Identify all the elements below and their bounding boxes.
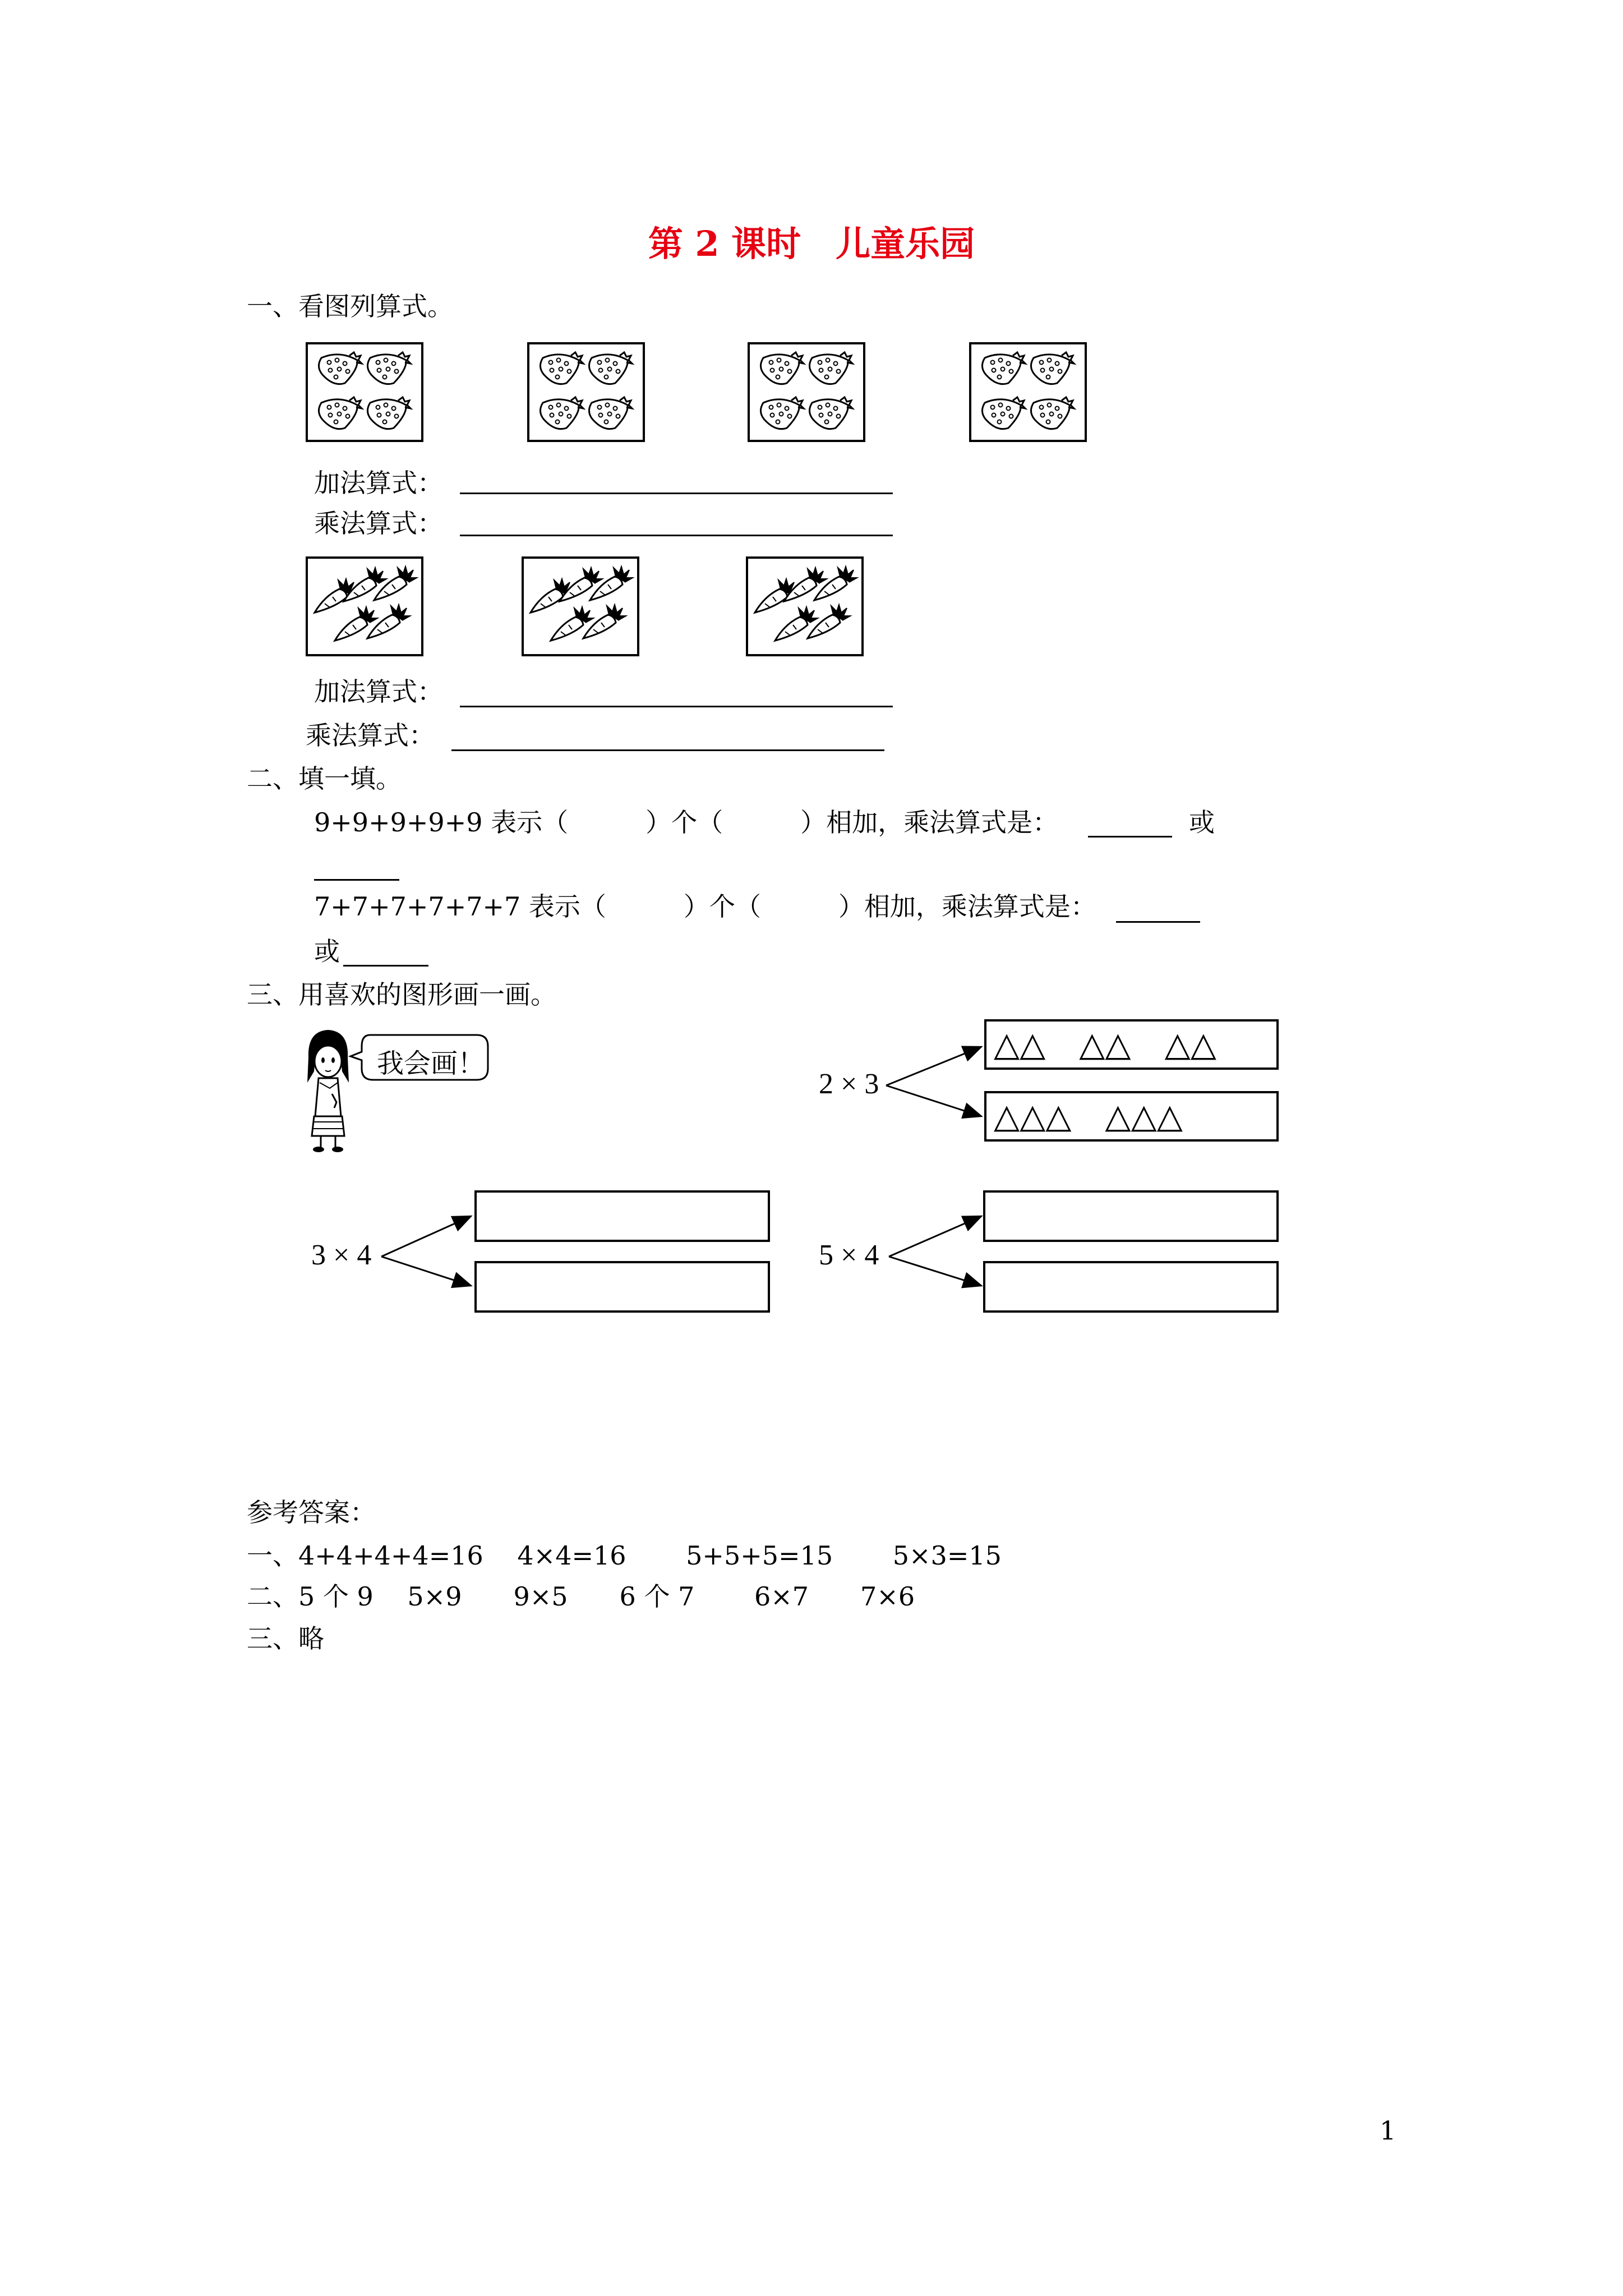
row1-add-label: 加法算式： bbox=[314, 468, 443, 498]
fill-line2-blank-b[interactable] bbox=[343, 965, 428, 967]
draw-box-5x4-2[interactable] bbox=[983, 1261, 1279, 1313]
example-row2: △△△ △△△ bbox=[994, 1097, 1183, 1136]
page-number: 1 bbox=[1380, 2115, 1396, 2146]
section2-heading: 二、填一填。 bbox=[247, 763, 402, 794]
fill-line1-or: 或 bbox=[1189, 807, 1215, 838]
carrot-box-2 bbox=[522, 556, 639, 656]
answers-line1: 一、4+4+4+4=16 4×4=16 5+5+5=15 5×3=15 bbox=[247, 1540, 1002, 1571]
fill-line2-blank-a[interactable] bbox=[1116, 921, 1200, 923]
expr-5x4: 5 × 4 bbox=[819, 1239, 879, 1271]
fill-line1-text: 9+9+9+9+9 表示（ ）个（ ）相加，乘法算式是： bbox=[314, 807, 1059, 838]
row2-add-answer-line[interactable] bbox=[460, 706, 893, 707]
section1-heading: 一、看图列算式。 bbox=[247, 291, 453, 321]
page-title: 第 2 课时 儿童乐园 bbox=[648, 223, 975, 264]
draw-box-5x4-1[interactable] bbox=[983, 1190, 1279, 1242]
section3-heading: 三、用喜欢的图形画一画。 bbox=[247, 979, 556, 1010]
row2-mul-label: 乘法算式： bbox=[306, 720, 435, 751]
carrot-box-3 bbox=[746, 556, 864, 656]
row1-add-answer-line[interactable] bbox=[460, 493, 893, 494]
example-row1: △△ △△ △△ bbox=[994, 1025, 1216, 1064]
row2-mul-answer-line[interactable] bbox=[451, 749, 884, 751]
row1-mul-answer-line[interactable] bbox=[460, 535, 893, 536]
strawberry-box-4 bbox=[969, 342, 1087, 442]
fill-line2-text: 7+7+7+7+7+7 表示（ ）个（ ）相加，乘法算式是： bbox=[314, 891, 1096, 922]
fill-line1-blank-a[interactable] bbox=[1088, 836, 1172, 838]
draw-box-3x4-1[interactable] bbox=[474, 1190, 770, 1242]
expr-3x4: 3 × 4 bbox=[311, 1239, 372, 1271]
speech-text: 我会画！ bbox=[377, 1048, 485, 1079]
fill-line1-blank-b[interactable] bbox=[314, 879, 399, 881]
answers-line2: 二、5 个 9 5×9 9×5 6 个 7 6×7 7×6 bbox=[247, 1581, 915, 1612]
row2-add-label: 加法算式： bbox=[314, 677, 443, 707]
carrot-box-1 bbox=[306, 556, 423, 656]
answers-heading: 参考答案： bbox=[247, 1497, 376, 1527]
strawberry-box-3 bbox=[748, 342, 865, 442]
draw-box-3x4-2[interactable] bbox=[474, 1261, 770, 1313]
expr-example: 2 × 3 bbox=[819, 1068, 879, 1100]
strawberry-box-1 bbox=[306, 342, 423, 442]
strawberry-box-2 bbox=[527, 342, 645, 442]
row1-mul-label: 乘法算式： bbox=[314, 508, 443, 539]
fill-line2-or: 或 bbox=[314, 936, 340, 967]
answers-line3: 三、略 bbox=[247, 1623, 324, 1654]
